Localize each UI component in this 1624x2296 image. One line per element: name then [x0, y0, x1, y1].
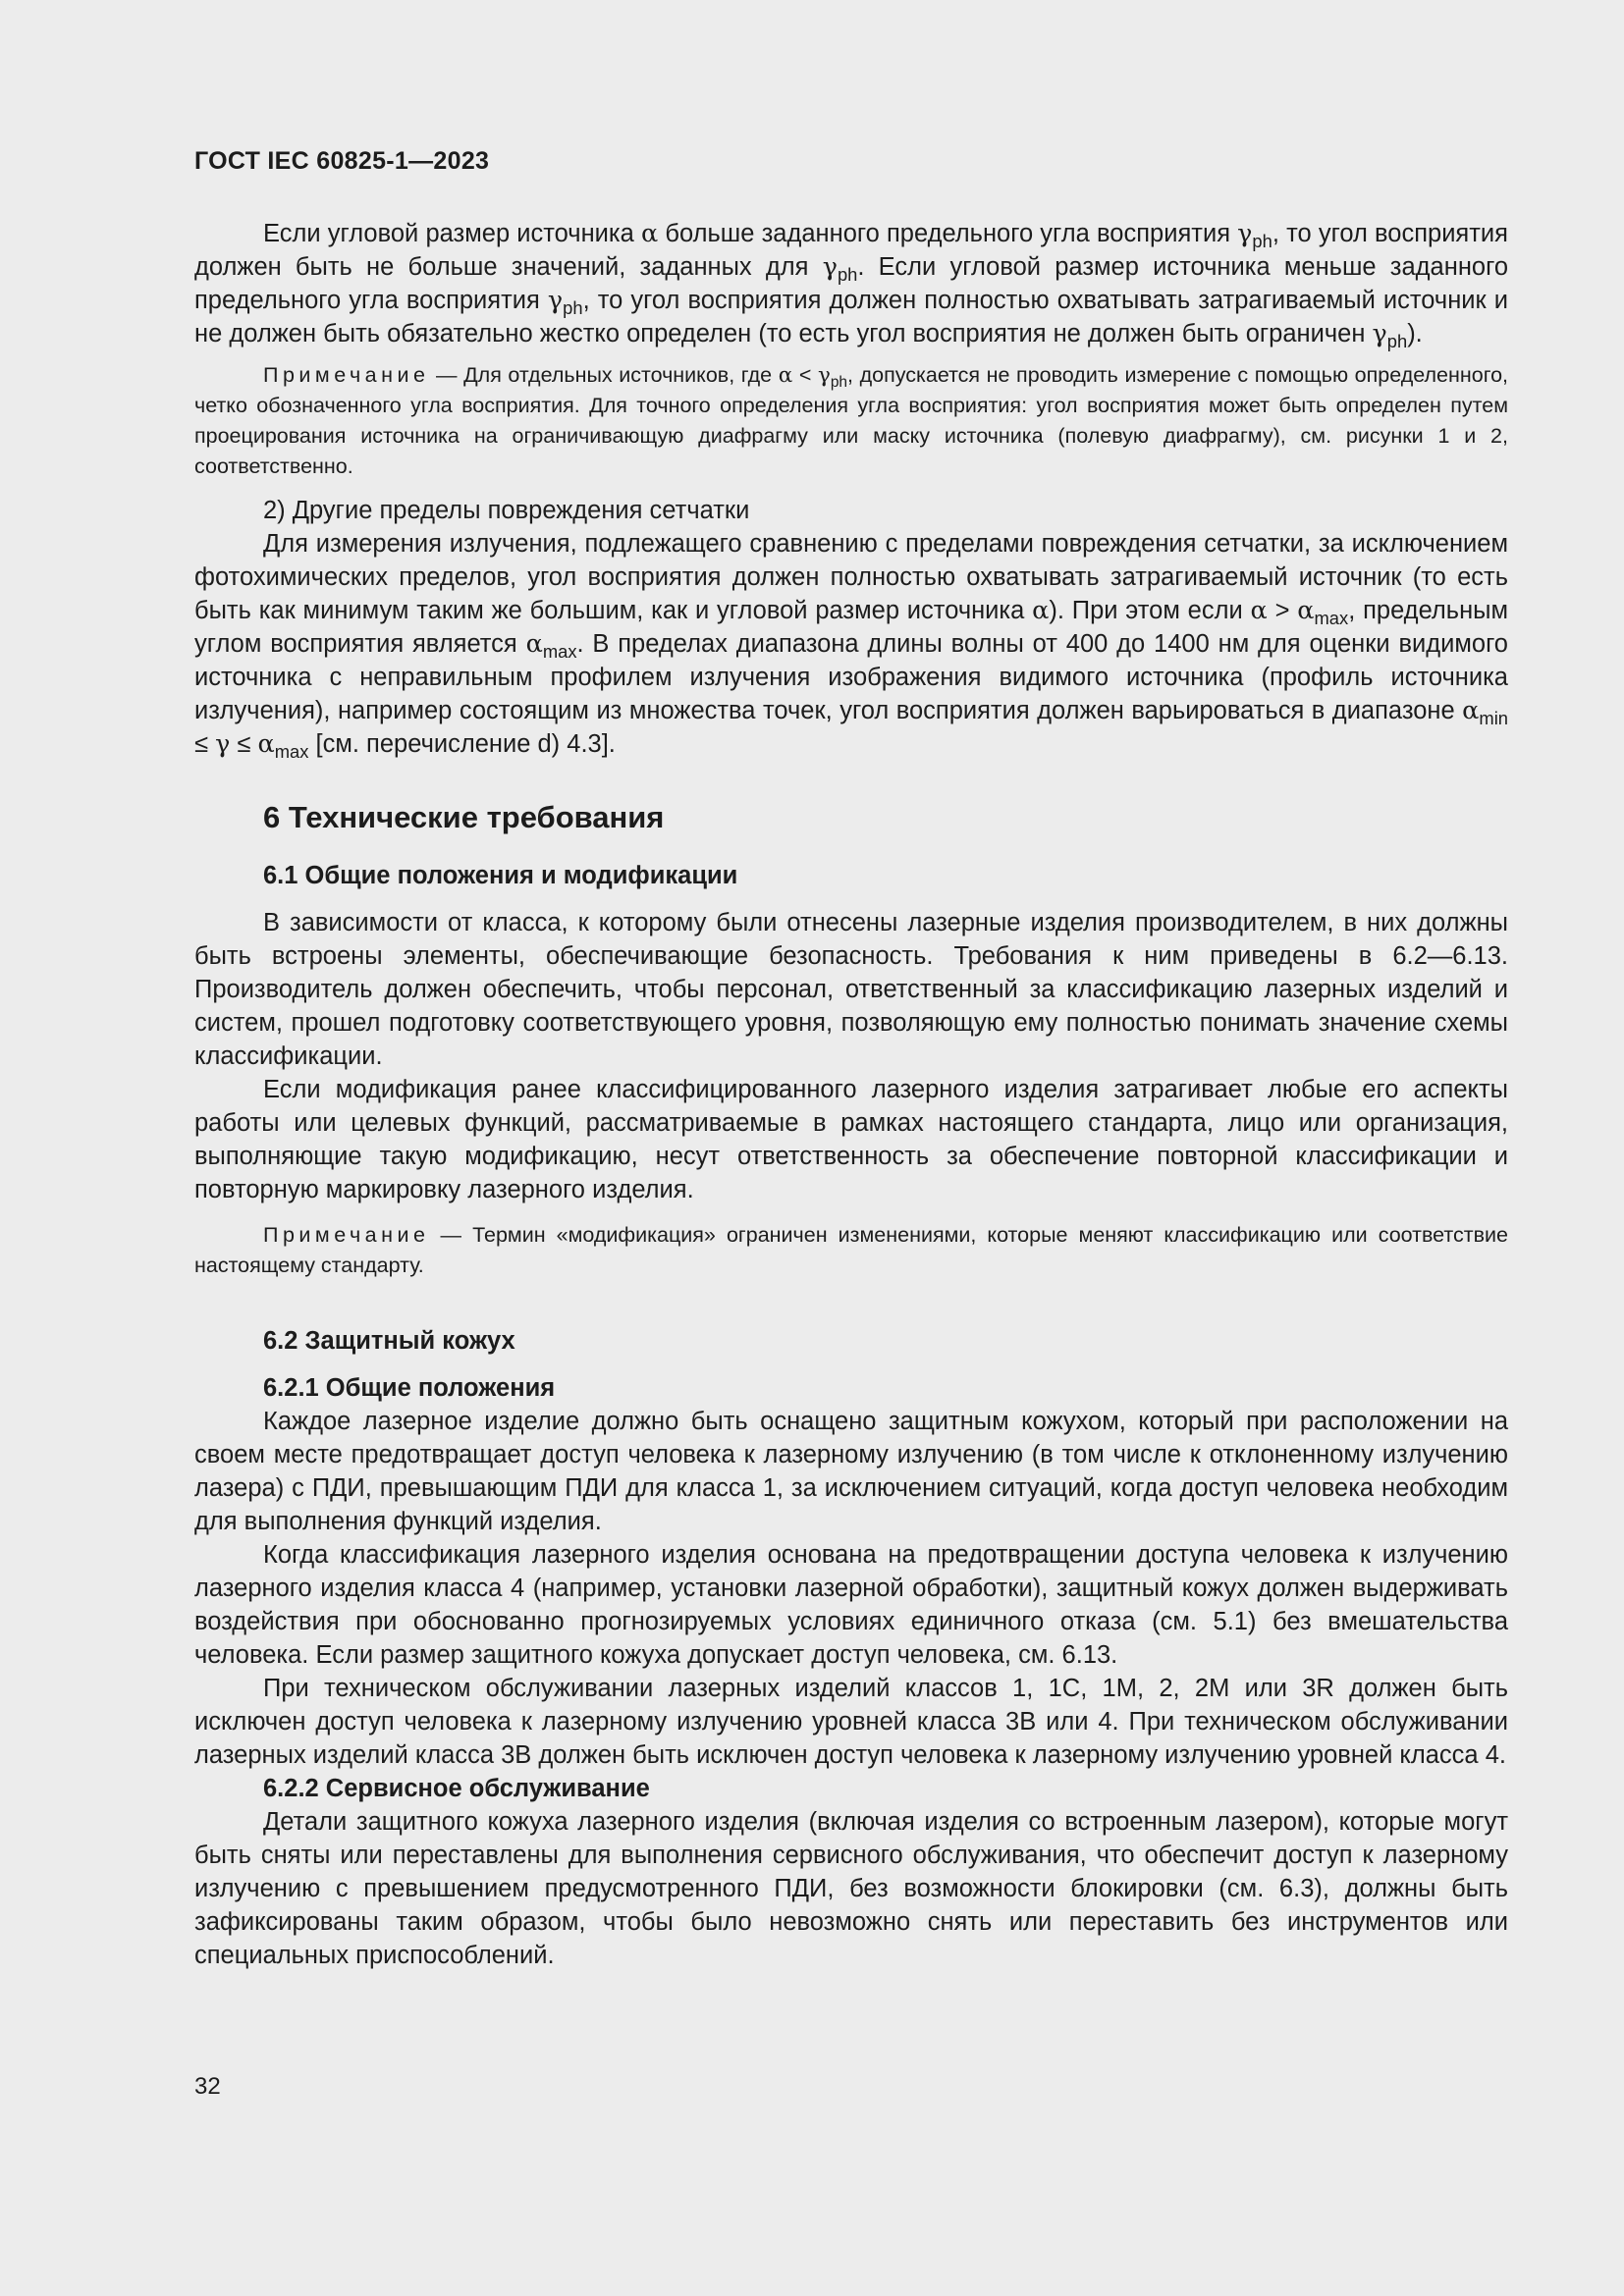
paragraph-6-2-2: Детали защитного кожуха лазерного изделия (включая изделия со встроенным лазером), которые могут быть сняты или переставлены для выполнения сервисного обслуживания, что обеспечит доступ к лазерному излучению с превышением предусмотренного ПДИ, без возможности блокировки (см. 6.3), должны быть зафиксированы таким образом, чтобы было невозможно снять или переставить без инструментов или специальных приспособлений.	[194, 1808, 1508, 1969]
paragraph-6-2-1-b: Когда классификация лазерного изделия основана на предотвращении доступа человека к излучению лазерного изделия класса 4 (например, установки лазерной обработки), защитный кожух должен выдерживать воздействия при обоснованно прогнозируемых условиях единичного отказа (см. 5.1) без вмешательства человека. Если размер защитного кожуха допускает доступ человека, см. 6.13.	[194, 1541, 1508, 1669]
section-heading-6-2: 6.2 Защитный кожух	[263, 1327, 515, 1355]
list-item-2-title: 2) Другие пределы повреждения сетчатки	[263, 497, 750, 524]
paragraph-angle-of-acceptance: Если угловой размер источника α больше заданного предельного угла восприятия $\gamma_{ph}$, то угол восприятия должен быть не больше значений, заданных для $\gamma_{ph}$. Если угловой размер источника меньше заданного предельного угла восприятия $\gamma_{ph}$, то угол восприятия должен полностью охватывать затрагиваемый источник и не должен быть обязательно жестко определен (то есть угол восприятия не должен быть ограничен $\gamma_{ph}$).	[194, 219, 1509, 351]
note-2: Примечание — Термин «модификация» ограничен изменениями, которые меняют классификацию или соответствие настоящему стандарту.	[194, 1223, 1508, 1277]
paragraph-6-2-1-a: Каждое лазерное изделие должно быть оснащено защитным кожухом, который при расположении на своем месте предотвращает доступ человека к лазерному излучению (в том числе к отклоненному излучению лазера) с ПДИ, превышающим ПДИ для класса 1, за исключением ситуаций, когда доступ человека необходим для выполнения функций изделия.	[194, 1408, 1508, 1535]
section-heading-6-2-2: 6.2.2 Сервисное обслуживание	[263, 1775, 650, 1802]
note-1: Примечание — Для отдельных источников, где $\alpha < \gamma_{ph}$, допускается не проводить измерение с помощью определенного, четко обозначенного угла восприятия. Для точного определения угла восприятия: угол восприятия может быть определен путем проецирования источника на ограничивающую диафрагму или маску источника (полевую диафрагму), см. рисунки 1 и 2, соответственно.	[194, 363, 1508, 478]
paragraph-6-2-1-c: При техническом обслуживании лазерных изделий классов 1, 1С, 1М, 2, 2М или 3R должен быть исключен доступ человека к лазерному излучению уровней класса 3В или 4. При техническом обслуживании лазерных изделий класса 3В должен быть исключен доступ человека к лазерному излучению уровней класса 4.	[194, 1675, 1508, 1769]
note-label: Примечание	[263, 1223, 430, 1247]
section-heading-6-2-1: 6.2.1 Общие положения	[263, 1374, 556, 1402]
section-heading-6-1: 6.1 Общие положения и модификации	[263, 862, 738, 889]
section-heading-6: 6 Технические требования	[263, 800, 665, 834]
paragraph-6-1-b: Если модификация ранее классифицированного лазерного изделия затрагивает любые его аспекты работы или целевых функций, рассматриваемые в рамках настоящего стандарта, лицо или организация, выполняющие такую модификацию, несут ответственность за обеспечение повторной классификации и повторную маркировку лазерного изделия.	[194, 1076, 1508, 1203]
paragraph-6-1-a: В зависимости от класса, к которому были отнесены лазерные изделия производителем, в них должны быть встроены элементы, обеспечивающие безопасность. Требования к ним приведены в 6.2—6.13. Производитель должен обеспечить, чтобы персонал, ответственный за классификацию лазерных изделий и систем, прошел подготовку соответствующего уровня, позволяющую ему полностью понимать значение схемы классификации.	[194, 909, 1508, 1070]
page-number: 32	[194, 2073, 221, 2100]
note-label: Примечание	[263, 363, 430, 387]
document-header: ГОСТ IEC 60825-1—2023	[194, 147, 490, 175]
paragraph-retinal-limits: Для измерения излучения, подлежащего сравнению с пределами повреждения сетчатки, за исключением фотохимических пределов, угол восприятия должен полностью охватывать затрагиваемый источник (то есть быть как минимум таким же большим, как и угловой размер источника α). При этом если $\alpha > \alpha_{max}$, предельным углом восприятия является $\alpha_{max}$. В пределах диапазона длины волны от 400 до 1400 нм для оценки видимого источника с неправильным профилем излучения изображения видимого источника (профиль источника излучения), например состоящим из множества точек, угол восприятия должен варьироваться в диапазоне $\alpha_{min} \le \gamma \le \alpha_{max}$ [см. перечисление d) 4.3].	[194, 530, 1509, 762]
